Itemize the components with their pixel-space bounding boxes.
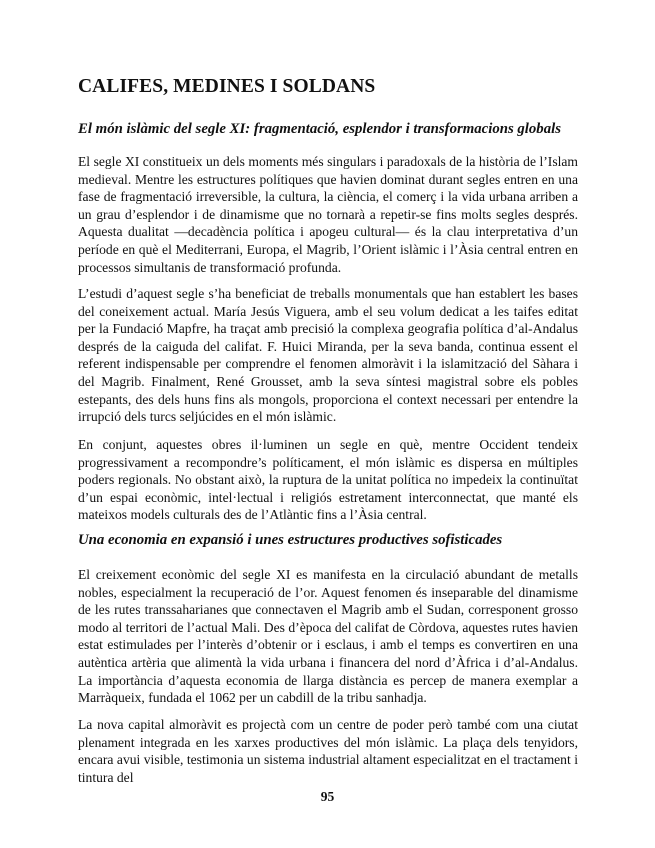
chapter-title: CALIFES, MEDINES I SOLDANS <box>78 76 376 97</box>
paragraph: El creixement econòmic del segle XI es manifesta en la circulació abundant de metalls nobles, especialment la recuperació de l’or. Aquest fenomen és inseparable del dinamisme de les rutes transsaharianes que connectaven el Magrib amb el Sudan, corresponent grosso modo al territori de l’actual Mali. Des d’època del califat de Còrdova, aquestes rutes havien estat estimulades per l’interès d’obtenir or i esclaus, i amb el temps es convertiren en una autèntica artèria que alimentà la vida urbana i financera del nord d’Àfrica i d’al-Andalus. La importància d’aquesta economia de llarga distància es percep de manera exemplar a Marràqueix, fundada el 1062 per un cabdill de la tribu sanhadja. <box>78 567 578 706</box>
paragraph: En conjunt, aquestes obres il·luminen un segle en què, mentre Occident tendeix progressivament a recompondre’s políticament, el món islàmic es dispersa en múltiples poders regionals. No obstant això, la ruptura de la unitat política no impedeix la continuïtat d’un espai econòmic, intel·lectual i religiós estretament interconnectat, que manté els mateixos models culturals des de l’Atlàntic fins a l’Àsia central. <box>78 437 578 523</box>
section-heading-2: Una economia en expansió i unes estructures productives sofisticades <box>78 532 503 548</box>
paragraph: El segle XI constitueix un dels moments més singulars i paradoxals de la història de l’Islam medieval. Mentre les estructures polítiques que havien dominat durant segles entren en una fase de fragmentació irreversible, la cultura, la ciència, el comerç i la vida urbana arriben a un grau d’esplendor i de dinamisme que no tornarà a repetir-se fins molts segles després. Aquesta dualitat —decadència política i apogeu cultural— és la clau interpretativa d’un període en què el Mediterrani, Europa, el Magrib, l’Orient islàmic i l’Àsia central entren en processos simultanis de transformació profunda. <box>78 154 578 275</box>
paragraph: La nova capital almoràvit es projectà com un centre de poder però també com una ciutat plenament integrada en les xarxes productives del món islàmic. La plaça dels tenyidors, encara avui visible, testimonia un sistema industrial altament especialitzat en el tractament i tintura del <box>78 717 578 785</box>
section-heading-1: El món islàmic del segle XI: fragmentació, esplendor i transformacions globals <box>78 121 561 137</box>
paragraph: L’estudi d’aquest segle s’ha beneficiat de treballs monumentals que han establert les bases del coneixement actual. María Jesús Viguera, amb el seu volum dedicat a les taifes editat per la Fundació Mapfre, ha traçat amb precisió la complexa geografia política d’al-Andalus després de la caiguda del califat. F. Huici Miranda, per la seva banda, continua essent el referent indispensable per comprendre el fenomen almoràvit i la islamització del Sàhara i del Magrib. Finalment, René Grousset, amb la seva síntesi magistral sobre els pobles estepants, des dels huns fins als mongols, proporciona el context necessari per entendre la irrupció dels turcs seljúcides en el món islàmic. <box>78 286 578 425</box>
page-number: 95 <box>320 789 335 804</box>
